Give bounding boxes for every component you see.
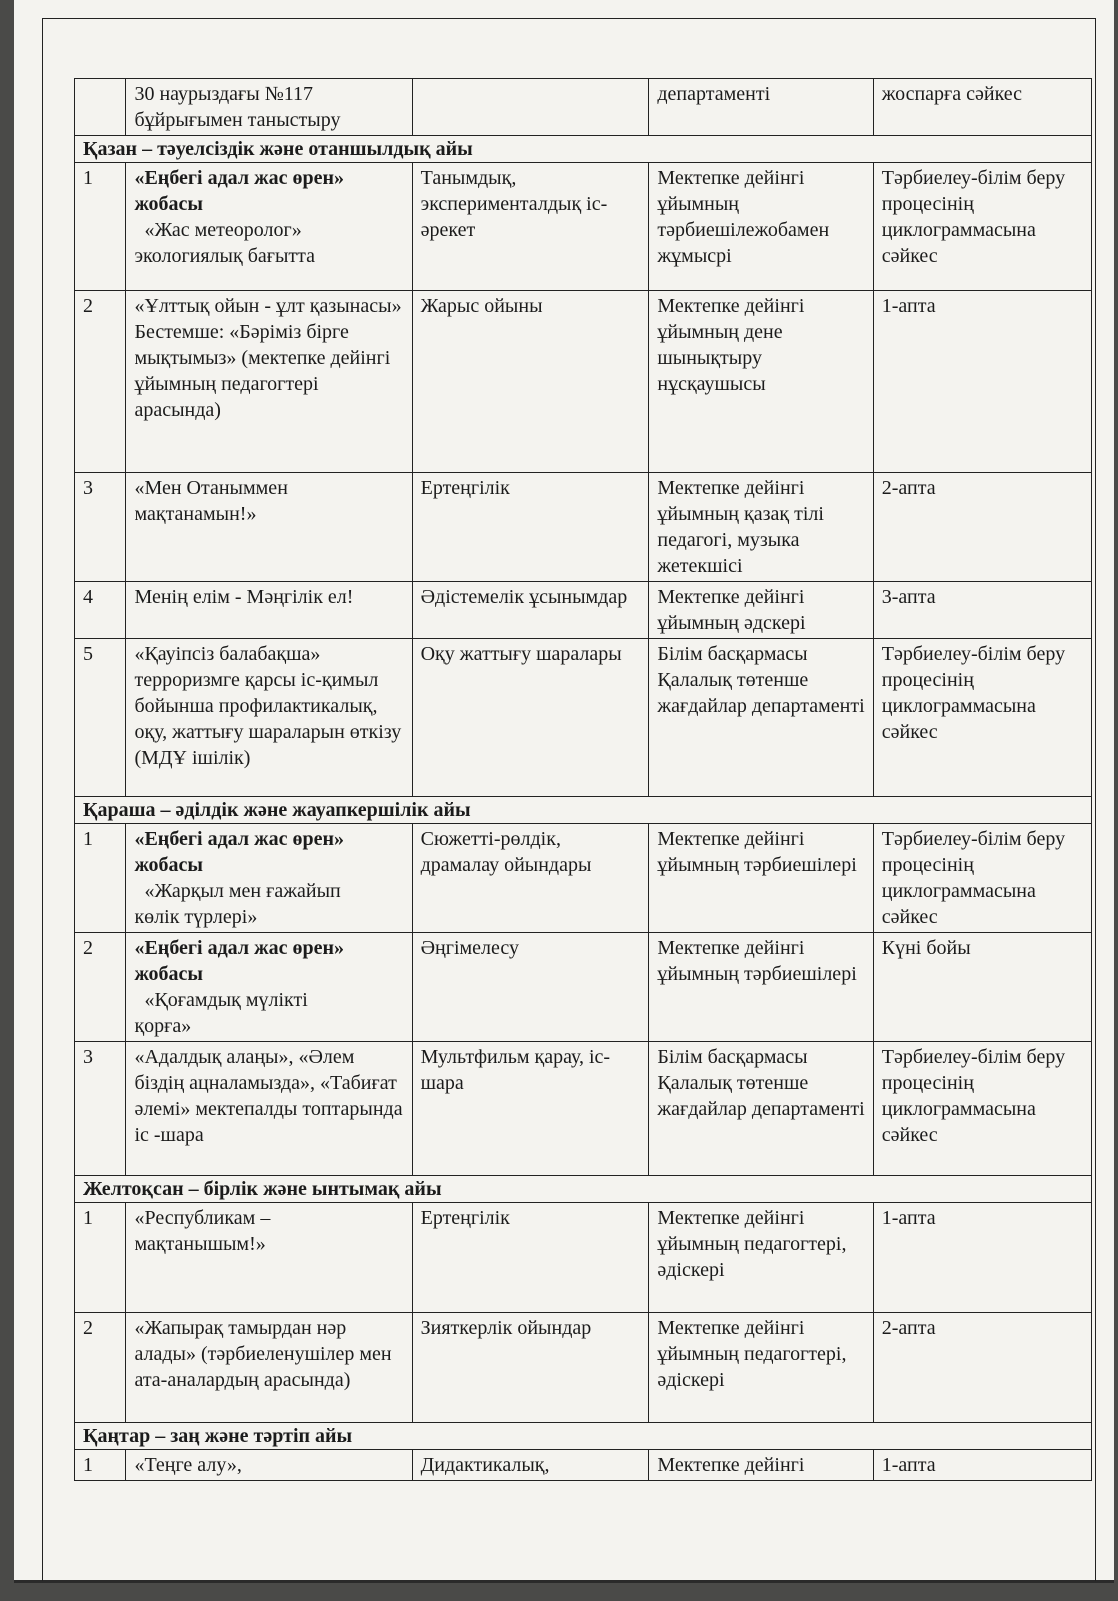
event-deadline: 1-апта — [873, 1203, 1091, 1313]
row-number: 1 — [75, 163, 126, 291]
event-form: Әңгімелесу — [412, 933, 649, 1042]
table-row — [75, 639, 1092, 797]
document-sheet — [14, 0, 1114, 1583]
row-number: 2 — [75, 933, 126, 1042]
event-form: Ертеңгілік — [412, 473, 649, 582]
event-responsible: Мектепке дейінгі — [649, 1450, 873, 1481]
event-form: Әдістемелік ұсынымдар — [412, 582, 649, 639]
event-title — [126, 163, 412, 291]
month-heading-november: Қараша – әділдік және жауапкершілік айы — [75, 797, 1092, 824]
event-title: «Адалдық алаңы», «Әлем біздің ацналамызда», «Табиғат әлемі» мектепалды топтарында іс -шара — [126, 1042, 412, 1176]
month-header-row — [75, 1423, 1092, 1450]
event-deadline: 1-апта — [873, 291, 1091, 473]
row-number: 4 — [75, 582, 126, 639]
table-row — [75, 473, 1092, 582]
event-deadline: 3-апта — [873, 582, 1091, 639]
event-title: «Жапырақ тамырдан нәр алады» (тәрбиеленушілер мен ата-аналардың арасында) — [126, 1313, 412, 1423]
table-row — [75, 1450, 1092, 1481]
event-deadline: Күні бойы — [873, 933, 1091, 1042]
row-number: 3 — [75, 473, 126, 582]
event-title: «Республикам – мақтанышым!» — [126, 1203, 412, 1313]
table-row — [75, 79, 1092, 136]
row-number: 1 — [75, 824, 126, 933]
event-responsible: департаменті — [649, 79, 873, 136]
row-number: 2 — [75, 1313, 126, 1423]
month-header-row — [75, 797, 1092, 824]
row-number: 5 — [75, 639, 126, 797]
event-title: «Ұлттық ойын - ұлт қазынасы» Бестемше: «Бәріміз бірге мықтымыз» (мектепке дейінгі ұйымның педагогтері арасында) — [126, 291, 412, 473]
event-form: Оқу жаттығу шаралары — [412, 639, 649, 797]
event-responsible: Мектепке дейінгі ұйымның қазақ тілі педагогі, музыка жетекшісі — [649, 473, 873, 582]
table-row — [75, 1042, 1092, 1176]
event-deadline: 2-апта — [873, 473, 1091, 582]
event-form: Сюжетті-рөлдік, драмалау ойындары — [412, 824, 649, 933]
event-title-line: 30 наурыздағы №117 — [134, 83, 314, 105]
table-row — [75, 163, 1092, 291]
event-title — [126, 933, 412, 1042]
event-form: Жарыс ойыны — [412, 291, 649, 473]
event-responsible: Мектепке дейінгі ұйымның тәрбиешілері — [649, 824, 873, 933]
month-heading-december: Желтоқсан – бірлік және ынтымақ айы — [75, 1176, 1092, 1203]
event-deadline: жоспарға сәйкес — [873, 79, 1091, 136]
event-title-line: «Жас метеоролог» — [144, 219, 302, 241]
row-number: 3 — [75, 1042, 126, 1176]
event-title — [126, 824, 412, 933]
event-deadline: 2-апта — [873, 1313, 1091, 1423]
table-row — [75, 291, 1092, 473]
event-title — [126, 79, 412, 136]
event-deadline: 1-апта — [873, 1450, 1091, 1481]
project-name: «Еңбегі адал жас өрен» жобасы — [134, 937, 344, 985]
event-title: «Теңге алу», — [126, 1450, 412, 1481]
event-form — [412, 79, 649, 136]
row-number: 2 — [75, 291, 126, 473]
event-form: Дидактикалық, — [412, 1450, 649, 1481]
event-responsible: Мектепке дейінгі ұйымның дене шынықтыру нұсқаушысы — [649, 291, 873, 473]
month-heading-january: Қаңтар – заң және тәртіп айы — [75, 1423, 1092, 1450]
event-title: «Мен Отаныммен мақтанамын!» — [126, 473, 412, 582]
event-title-line: «Жарқыл мен ғажайып — [144, 880, 341, 902]
month-header-row — [75, 1176, 1092, 1203]
project-name: «Еңбегі адал жас өрен» жобасы — [134, 167, 344, 215]
table-row — [75, 933, 1092, 1042]
month-heading-october: Қазан – тәуелсіздік және отаншылдық айы — [75, 136, 1092, 163]
table-row — [75, 824, 1092, 933]
event-title-line: экологиялық бағытта — [134, 245, 315, 267]
event-form: Зияткерлік ойындар — [412, 1313, 649, 1423]
event-title-line: қорға» — [134, 1015, 192, 1037]
month-header-row — [75, 136, 1092, 163]
table-row — [75, 582, 1092, 639]
event-deadline: Тәрбиелеу-білім беру процесінің циклограммасына сәйкес — [873, 163, 1091, 291]
event-title: Менің елім - Мәңгілік ел! — [126, 582, 412, 639]
row-number — [75, 79, 126, 136]
event-form: Ертеңгілік — [412, 1203, 649, 1313]
event-deadline: Тәрбиелеу-білім беру процесінің циклограммасына сәйкес — [873, 639, 1091, 797]
events-plan-table — [74, 78, 1092, 1481]
event-responsible: Мектепке дейінгі ұйымның педагогтері, әдіскері — [649, 1313, 873, 1423]
event-responsible: Білім басқармасы Қалалық төтенше жағдайлар департаменті — [649, 1042, 873, 1176]
event-responsible: Білім басқармасы Қалалық төтенше жағдайлар департаменті — [649, 639, 873, 797]
event-title-line: көлік түрлері» — [134, 906, 258, 928]
event-responsible: Мектепке дейінгі ұйымның тәрбиешілежобамен жұмысрі — [649, 163, 873, 291]
event-responsible: Мектепке дейінгі ұйымның әдскері — [649, 582, 873, 639]
row-number: 1 — [75, 1203, 126, 1313]
event-title: «Қауіпсіз балабақша» терроризмге қарсы іс-қимыл бойынша профилактикалық, оқу, жаттығу шараларын өткізу (МДҰ ішілік) — [126, 639, 412, 797]
event-title-line: «Қоғамдық мүлікті — [144, 989, 308, 1011]
table-row — [75, 1203, 1092, 1313]
event-form: Танымдық, эксперименталдық іс-әрекет — [412, 163, 649, 291]
event-responsible: Мектепке дейінгі ұйымның педагогтері, әдіскері — [649, 1203, 873, 1313]
event-title-line: бұйрығымен таныстыру — [134, 109, 341, 131]
event-form: Мультфильм қарау, іс-шара — [412, 1042, 649, 1176]
event-deadline: Тәрбиелеу-білім беру процесінің циклограммасына сәйкес — [873, 1042, 1091, 1176]
event-responsible: Мектепке дейінгі ұйымның тәрбиешілері — [649, 933, 873, 1042]
event-deadline: Тәрбиелеу-білім беру процесінің циклограммасына сәйкес — [873, 824, 1091, 933]
row-number: 1 — [75, 1450, 126, 1481]
project-name: «Еңбегі адал жас өрен» жобасы — [134, 828, 344, 876]
table-row — [75, 1313, 1092, 1423]
